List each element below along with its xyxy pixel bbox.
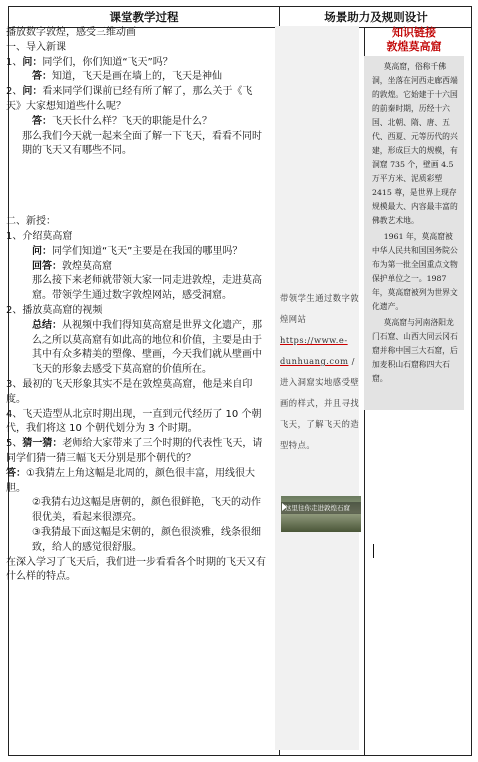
question-text: 同学们，你们知道“飞天”吗？ [42,56,173,68]
question-text: 看来同学们课前已经有所了解了，那么关于《飞天》大家想知道些什么呢？ [6,86,253,112]
answer-label: 答： [32,71,52,83]
answer-label: 答： [32,115,52,127]
teaching-process-column [6,26,266,585]
dunhuang-video-thumbnail[interactable] [281,496,361,532]
answer-item-1 [6,260,266,275]
summary-label: 总结： [32,319,62,331]
knowledge-paragraph: 莫高窟，俗称千佛洞，坐落在河西走廊西端的敦煌。它始建于十六国的前秦时期，历经十六国、北朝、隋、唐、五代、西夏、元等历代的兴建，形成巨大的规模，有洞窟 735 个，壁画 4.5 万平方米、泥质彩塑 2415 尊，是世界上现存规模最大、内容最丰富的佛教艺术地。 [372,62,458,225]
item-number: 2、 [6,86,23,98]
question-2 [6,85,266,115]
knowledge-text [372,60,460,388]
answer-guess-1 [6,467,266,497]
section-title: 二、新授： [6,216,56,228]
question-label: 问： [22,56,43,68]
guide-intro: 带领学生通过数字敦煌网站 [280,293,360,324]
knowledge-title: 知识链接 [392,26,436,39]
knowledge-subtitle: 敦煌莫高窟 [386,40,442,53]
item-5 [6,437,266,467]
video-caption: 这里往你走进敦煌石窟 [285,504,350,512]
answer-label: 答： [6,467,26,479]
answer-text: 飞天长什么样？飞天的职能是什么？ [52,115,212,127]
header-scene-design: 场景助力及规则设计 [279,7,472,27]
question-label: 问： [22,86,43,98]
answer-1 [6,70,266,85]
knowledge-link-header [364,26,464,54]
question-item-1 [6,245,266,260]
answer-guess-3: ③我猜最下面这幅是宋朝的，颜色很淡雅，线条很细致，给人的感觉很舒服。 [32,526,261,553]
table-header [9,7,471,28]
scene-guide-text [280,288,362,456]
item-title: 1、介绍莫高窟 [6,230,73,242]
question-1 [6,56,266,71]
answer-label: 回答： [32,260,62,272]
item-3: 3、最初的飞天形象其实不是在敦煌莫高窟，他是来自印度。 [6,378,253,405]
section-title: 一、导入新课 [6,41,66,53]
answer-guess-2: ②我猜右边这幅是唐朝的，颜色很鲜艳，飞天的动作很优美，看起来很漂亮。 [32,497,261,524]
item-number: 5、 [6,438,23,450]
question-label: 问： [32,245,52,257]
answer-text: 知道，飞天是画在墙上的，飞天是神仙 [52,71,222,83]
item-4: 4、飞天造型从北京时期出现，一直到元代经历了 10 个朝代，我们将这 10 个朝代划分为 3 个时期。 [6,408,262,435]
answer-text: 敦煌莫高窟 [62,260,112,272]
summary-paragraph [6,319,266,378]
text-cursor [373,544,374,558]
header-teaching-process: 课堂教学过程 [109,10,179,24]
answer-2 [6,115,266,130]
question-text: 同学们知道“飞天”主要是在我国的哪里吗？ [52,245,243,257]
guide-detail: /进入洞窟实地感受壁画的样式，并且寻找飞天，了解飞天的造型特点。 [280,356,360,450]
dunhuang-website-link[interactable]: https://www.e-dunhuang.com [280,335,349,366]
guess-label: 猜一猜： [22,438,63,450]
lead-in-paragraph: 那么我们今天就一起来全面了解一下飞天，看看不同时期的飞天又有哪些不同。 [22,130,262,157]
intro-line: 播放数字敦煌，感受三维动画 [6,27,136,38]
item-1-paragraph: 那么接下来老师就带领大家一同走进敦煌，走进莫高窟。带领学生通过数字敦煌网站，感受洞窟。 [32,275,262,302]
closing-paragraph: 在深入学习了飞天后，我们进一步看看各个时期的飞天又有什么样的特点。 [6,556,266,583]
guess-text: 老师给大家带来了三个时期的代表性飞天，请同学们猜一猜三幅飞天分别是那个朝代的？ [6,438,263,464]
knowledge-paragraph: 1961 年，莫高窟被中华人民共和国国务院公布为第一批全国重点文物保护单位之一。1987 年，莫高窟被列为世界文化遗产。 [372,232,458,311]
summary-text: 从视频中我们得知莫高窟是世界文化遗产，那么之所以莫高窟有如此高的地位和价值，主要是由于其中有众多精美的塑像、壁画，今天我们就从壁画中飞天的形象去感受下莫高窟的价值所在。 [32,319,262,376]
answer-text: ①我猜左上角这幅是北周的，颜色很丰富，用线很大胆。 [6,467,255,494]
knowledge-paragraph: 莫高窟与河南洛阳龙门石窟、山西大同云冈石窟并称中国三大石窟，后加麦积山石窟称四大石窟。 [372,318,458,383]
item-number: 1、 [6,56,23,68]
item-title: 2、播放莫高窟的视频 [6,304,103,316]
